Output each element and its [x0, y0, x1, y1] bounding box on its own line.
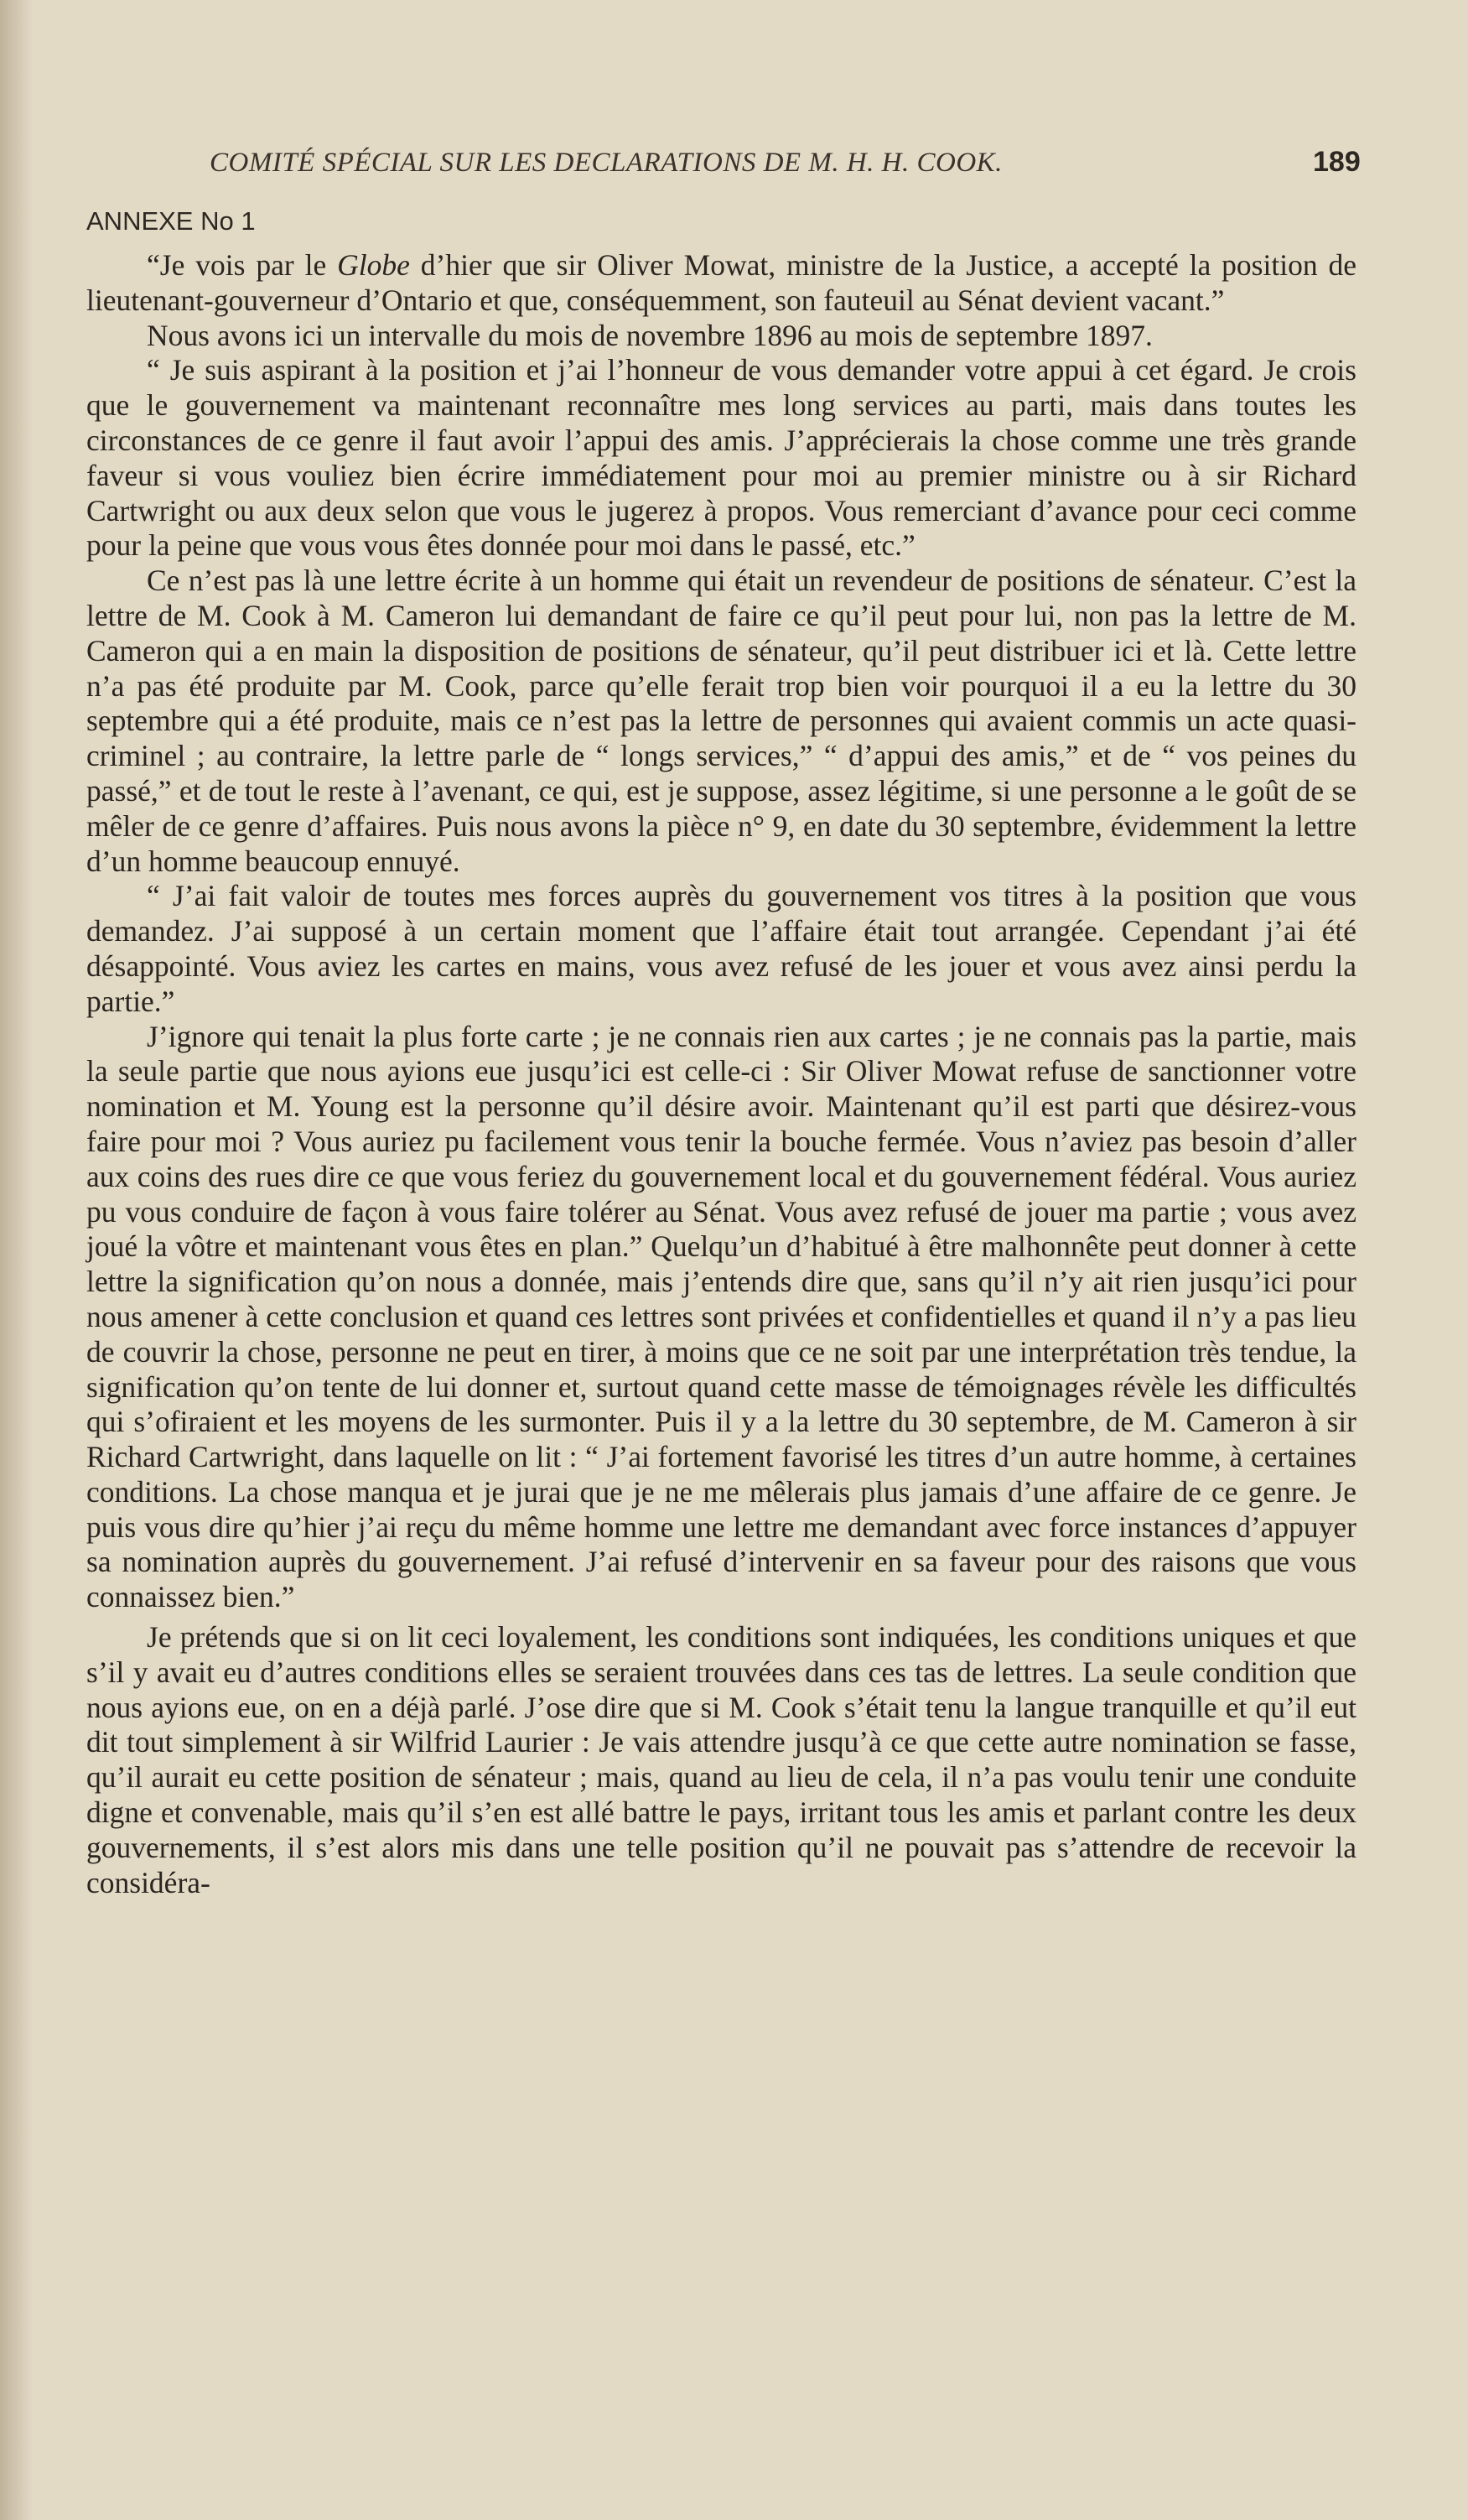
running-header-title: COMITÉ SPÉCIAL SUR LES DECLARATIONS DE M. H. H. COOK.: [210, 148, 1003, 178]
paragraph-6: J’ignore qui tenait la plus forte carte ; je ne connais rien aux cartes ; je ne connais pas la partie, mais la seule partie que nous ayions eue jusqu’ici est celle-ci : Sir Oliver Mowat refuse de sanctionner votre nomination et M. Young est la personne qu’il désire avoir. Maintenant qu’il est parti que désirez-vous faire pour moi ? Vous auriez pu facilement vous tenir la bouche fermée. Vous n’aviez pas besoin d’aller aux coins des rues dire ce que vous feriez du gouvernement local et du gouvernement fédéral. Vous auriez pu vous conduire de façon à vous faire tolérer au Sénat. Vous avez refusé de jouer ma partie ; vous avez joué la vôtre et maintenant vous êtes en plan.” Quelqu’un d’habitué à être malhonnête peut donner à cette lettre la signification qu’on nous a donnée, mais j’entends dire que, sans qu’il n’y ait rien jusqu’ici pour nous amener à cette conclusion et quand ces lettres sont privées et confidentielles et quand il n’y a pas lieu de couvrir la chose, personne ne peut en tirer, à moins que ce ne soit par une interprétation très tendue, la signification qu’on tente de lui donner et, surtout quand cette masse de témoignages révèle les difficultés qui s’ofiraient et les moyens de les surmonter. Puis il y a la lettre du 30 septembre, de M. Cameron à sir Richard Cartwright, dans laquelle on lit : “ J’ai fortement favorisé les titres d’un autre homme, à certaines conditions. La chose manqua et je jurai que je ne me mêlerais plus jamais d’une affaire de ce genre. Je puis vous dire qu’hier j’ai reçu du même homme une lettre me demandant avec force instances d’appuyer sa nomination auprès du gouvernement. J’ai refusé d’intervenir en sa faveur pour des raisons que vous connaissez bien.”: [86, 1019, 1356, 1614]
page-gutter-shadow: [0, 0, 34, 2520]
annex-label: ANNEXE No 1: [86, 206, 256, 236]
paragraph-3: “ Je suis aspirant à la position et j’ai l’honneur de vous demander votre appui à cet égard. Je crois que le gouvernement va maintenant reconnaître mes long services au parti, mais dans toutes les circonstances de ce genre il faut avoir l’appui des amis. J’apprécierais la chose comme une très grande faveur si vous vouliez bien écrire immédiatement pour moi au premier ministre ou à sir Richard Cartwright ou aux deux selon que vous le jugerez à propos. Vous remerciant d’avance pour ceci comme pour la peine que vous vous êtes donnée pour moi dans le passé, etc.”: [86, 353, 1356, 563]
newspaper-title: Globe: [337, 248, 410, 282]
paragraph-1: “Je vois par le Globe d’hier que sir Oliver Mowat, ministre de la Justice, a accepté la position de lieutenant-gouverneur d’Ontario et que, conséquemment, son fauteuil au Sénat devient vacant.”: [86, 248, 1356, 317]
paragraph-4: Ce n’est pas là une lettre écrite à un homme qui était un revendeur de positions de sénateur. C’est la lettre de M. Cook à M. Cameron lui demandant de faire ce qu’il peut pour lui, non pas la lettre de M. Cameron qui a en main la disposition de positions de sénateur, qu’il peut distribuer ici et là. Cette lettre n’a pas été produite par M. Cook, parce qu’elle ferait trop bien voir pourquoi il a eu la lettre du 30 septembre qui a été produite, mais ce n’est pas la lettre de personnes qui avaient commis un acte quasi-criminel ; au contraire, la lettre parle de “ longs services,” “ d’appui des amis,” et de “ vos peines du passé,” et de tout le reste à l’avenant, ce qui, est je suppose, assez légitime, si une personne a le goût de se mêler de ce genre d’affaires. Puis nous avons la pièce n° 9, en date du 30 septembre, évidemment la lettre d’un homme beaucoup ennuyé.: [86, 564, 1356, 878]
paragraph-7: Je prétends que si on lit ceci loyalement, les conditions sont indiquées, les conditions uniques et que s’il y avait eu d’autres conditions elles se seraient trouvées dans ces tas de lettres. La seule condition que nous ayions eue, on en a déjà parlé. J’ose dire que si M. Cook s’était tenu la langue tranquille et qu’il eut dit tout simplement à sir Wilfrid Laurier : Je vais attendre jusqu’à ce que cette autre nomination se fasse, qu’il aurait eu cette position de sénateur ; mais, quand au lieu de cela, il n’a pas voulu tenir une conduite digne et convenable, mais qu’il s’en est allé battre le pays, irritant tous les amis et parlant contre les deux gouvernements, il s’est alors mis dans une telle position qu’il ne pouvait pas s’attendre de recevoir la considéra-: [86, 1620, 1356, 1899]
page-number: 189: [1313, 146, 1361, 178]
paragraph-5: “ J’ai fait valoir de toutes mes forces auprès du gouvernement vos titres à la position que vous demandez. J’ai supposé à un certain moment que l’affaire était tout arrangée. Cependant j’ai été désappointé. Vous aviez les cartes en mains, vous avez refusé de les jouer et vous avez ainsi perdu la partie.”: [86, 879, 1356, 1018]
body-text: [86, 248, 1356, 1900]
paragraph-2: Nous avons ici un intervalle du mois de novembre 1896 au mois de septembre 1897.: [147, 318, 1153, 352]
